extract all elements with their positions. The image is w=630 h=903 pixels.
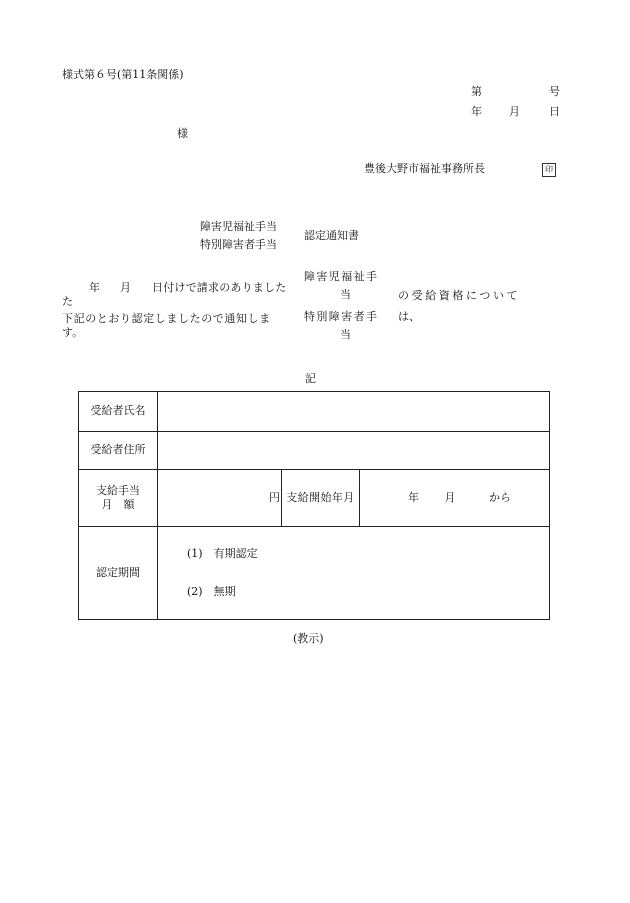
instruction-heading: (教示) xyxy=(293,632,324,645)
payment-label-line1: 支給手当 xyxy=(96,483,140,497)
body-line2-wrap: す。 xyxy=(62,326,84,339)
allowance-2: 特別障害者手当 xyxy=(200,238,277,251)
start-label: 支給開始年月 xyxy=(282,470,360,527)
payment-label xyxy=(79,470,158,527)
mid-allowance-1b: 当 xyxy=(340,288,351,301)
recipient-address-field[interactable] xyxy=(158,432,550,470)
table-row-period xyxy=(79,527,550,620)
certification-table xyxy=(78,391,550,620)
payment-label-line2: 月 額 xyxy=(101,498,135,511)
date-year: 年 xyxy=(471,105,482,118)
payment-amount-field[interactable] xyxy=(158,470,282,527)
recipient-name-label: 受給者氏名 xyxy=(79,392,158,432)
addressee-suffix: 様 xyxy=(177,127,188,140)
issuer-name: 豊後大野市福祉事務所長 xyxy=(364,162,485,175)
start-year: 年 xyxy=(408,490,419,504)
number-prefix: 第 xyxy=(471,85,482,98)
form-id: 様式第６号(第11条関係) xyxy=(62,68,184,81)
body-line2: 下記のとおり認定しましたので通知しま xyxy=(62,312,271,325)
body-line1-wrap: た xyxy=(62,295,73,308)
date-month: 月 xyxy=(509,105,520,118)
date-day: 日 xyxy=(549,105,560,118)
start-month: 月 xyxy=(444,490,456,504)
table-row-name xyxy=(79,392,550,432)
period-option-indefinite[interactable]: (2) 無期 xyxy=(187,585,236,598)
recipient-address-label: 受給者住所 xyxy=(79,432,158,470)
right-text-2: は、 xyxy=(398,310,420,323)
body-month: 月 xyxy=(120,281,131,294)
table-row-payment xyxy=(79,470,550,527)
period-option-fixed[interactable]: (1) 有期認定 xyxy=(187,546,258,560)
yen-unit: 円 xyxy=(269,490,280,504)
recipient-name-field[interactable] xyxy=(158,392,550,432)
start-from: から xyxy=(489,490,511,504)
mid-allowance-1a: 障害児福祉手 xyxy=(304,270,379,283)
title-suffix: 認定通知書 xyxy=(304,229,359,242)
allowance-1: 障害児福祉手当 xyxy=(200,220,277,233)
right-text-1: の受給資格について xyxy=(398,289,521,302)
mid-allowance-2b: 当 xyxy=(340,328,351,341)
seal-mark: 印 xyxy=(542,163,556,177)
ki-heading: 記 xyxy=(305,372,316,385)
period-label: 認定期間 xyxy=(79,527,158,620)
table-row-address xyxy=(79,432,550,470)
mid-allowance-2a: 特別障害者手 xyxy=(304,310,379,323)
period-options xyxy=(158,527,550,620)
start-date-field[interactable] xyxy=(360,470,550,527)
body-year: 年 xyxy=(89,281,100,294)
body-line1: 日付けで請求のありました xyxy=(152,281,287,294)
number-suffix: 号 xyxy=(549,85,560,98)
